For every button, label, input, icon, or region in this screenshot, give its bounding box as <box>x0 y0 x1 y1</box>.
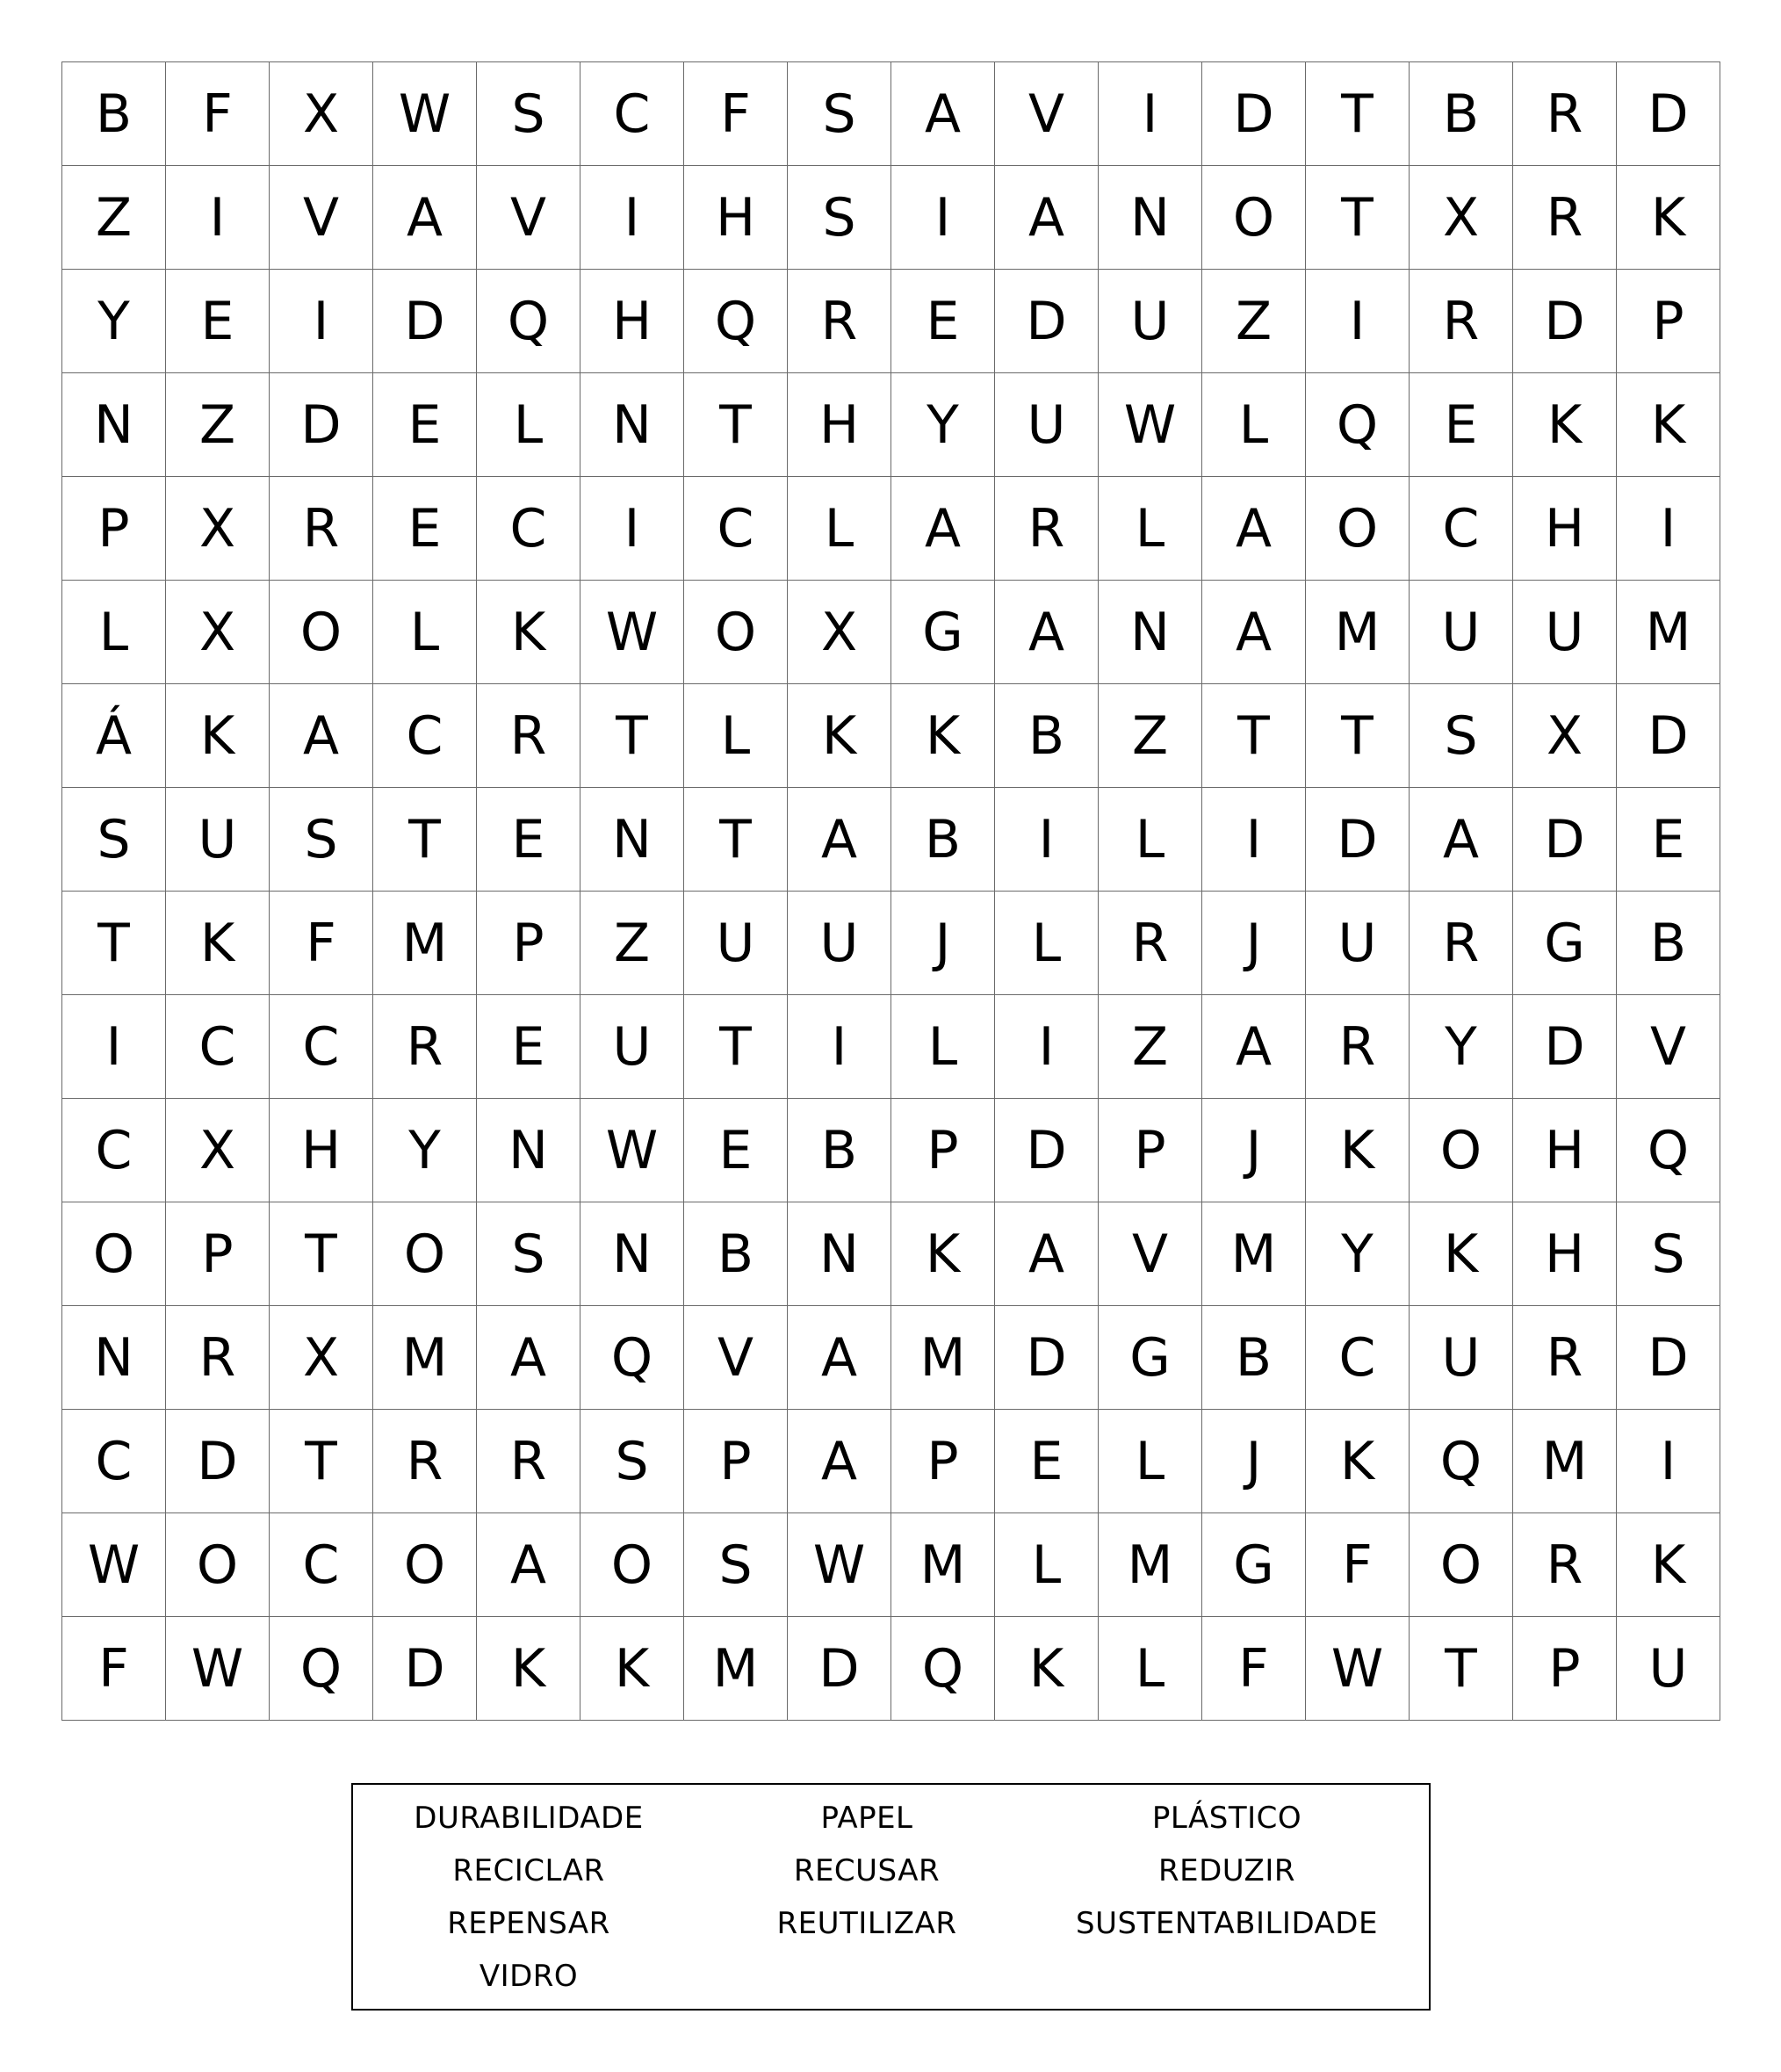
grid-cell[interactable]: F <box>1202 1617 1306 1721</box>
grid-cell[interactable]: R <box>1410 270 1513 373</box>
grid-cell[interactable]: I <box>580 166 684 270</box>
grid-cell[interactable]: I <box>1099 62 1202 166</box>
grid-cell[interactable]: C <box>1306 1306 1410 1410</box>
grid-cell[interactable]: R <box>1513 1306 1617 1410</box>
grid-cell[interactable]: S <box>788 62 891 166</box>
grid-cell[interactable]: R <box>1513 166 1617 270</box>
grid-cell[interactable]: Z <box>1099 995 1202 1099</box>
grid-cell[interactable]: H <box>270 1099 373 1202</box>
grid-cell[interactable]: K <box>1306 1410 1410 1513</box>
grid-cell[interactable]: W <box>62 1513 166 1617</box>
grid-cell[interactable]: C <box>270 995 373 1099</box>
word-list-item: REUTILIZAR <box>776 1906 957 1941</box>
grid-cell[interactable]: O <box>684 581 788 684</box>
grid-cell[interactable]: S <box>62 788 166 892</box>
grid-cell[interactable]: K <box>477 1617 580 1721</box>
grid-cell[interactable]: F <box>166 62 270 166</box>
grid-cell[interactable]: W <box>580 1099 684 1202</box>
grid-cell[interactable]: O <box>1410 1513 1513 1617</box>
word-list-item: VIDRO <box>479 1959 579 1994</box>
grid-cell[interactable]: L <box>477 373 580 477</box>
grid-cell[interactable]: N <box>580 788 684 892</box>
grid-cell[interactable]: E <box>1410 373 1513 477</box>
grid-cell[interactable]: T <box>270 1202 373 1306</box>
word-list-item: DURABILIDADE <box>414 1801 644 1836</box>
grid-cell[interactable]: Y <box>1410 995 1513 1099</box>
grid-cell[interactable]: K <box>1617 166 1720 270</box>
grid-cell[interactable]: Z <box>1099 684 1202 788</box>
grid-cell[interactable]: C <box>270 1513 373 1617</box>
grid-cell[interactable]: S <box>788 166 891 270</box>
grid-cell[interactable]: M <box>891 1306 995 1410</box>
grid-cell[interactable]: L <box>891 995 995 1099</box>
grid-cell[interactable]: F <box>1306 1513 1410 1617</box>
grid-cell[interactable]: A <box>1410 788 1513 892</box>
grid-cell[interactable]: I <box>62 995 166 1099</box>
grid-cell[interactable]: M <box>1513 1410 1617 1513</box>
grid-cell[interactable]: W <box>373 62 477 166</box>
grid-cell[interactable]: L <box>1099 788 1202 892</box>
grid-cell[interactable]: F <box>684 62 788 166</box>
grid-cell[interactable]: O <box>1306 477 1410 581</box>
grid-cell[interactable]: A <box>995 1202 1099 1306</box>
grid-cell[interactable]: A <box>1202 581 1306 684</box>
grid-cell[interactable]: L <box>1099 1410 1202 1513</box>
grid-cell[interactable]: J <box>891 892 995 995</box>
grid-cell[interactable]: B <box>684 1202 788 1306</box>
word-list-box <box>351 1783 1431 2011</box>
grid-cell[interactable]: Y <box>891 373 995 477</box>
grid-cell[interactable]: W <box>1306 1617 1410 1721</box>
grid-cell[interactable]: I <box>166 166 270 270</box>
grid-cell[interactable]: C <box>62 1099 166 1202</box>
grid-cell[interactable]: M <box>1617 581 1720 684</box>
grid-cell[interactable]: I <box>1306 270 1410 373</box>
grid-cell[interactable]: U <box>788 892 891 995</box>
grid-cell[interactable]: P <box>166 1202 270 1306</box>
grid-cell[interactable]: R <box>477 684 580 788</box>
grid-cell[interactable]: Z <box>580 892 684 995</box>
grid-cell[interactable]: Z <box>62 166 166 270</box>
grid-cell[interactable]: P <box>1099 1099 1202 1202</box>
grid-cell[interactable]: E <box>373 373 477 477</box>
grid-cell[interactable]: R <box>1513 1513 1617 1617</box>
grid-cell[interactable]: R <box>995 477 1099 581</box>
grid-cell[interactable]: D <box>270 373 373 477</box>
grid-cell[interactable]: X <box>166 581 270 684</box>
grid-cell[interactable]: R <box>1410 892 1513 995</box>
grid-cell[interactable]: D <box>995 270 1099 373</box>
grid-cell[interactable]: N <box>477 1099 580 1202</box>
grid-cell[interactable]: V <box>270 166 373 270</box>
grid-cell[interactable]: K <box>1306 1099 1410 1202</box>
grid-cell[interactable]: O <box>373 1202 477 1306</box>
grid-cell[interactable]: R <box>788 270 891 373</box>
grid-cell[interactable]: W <box>788 1513 891 1617</box>
grid-cell[interactable]: W <box>166 1617 270 1721</box>
grid-cell[interactable]: Q <box>270 1617 373 1721</box>
grid-cell[interactable]: M <box>1306 581 1410 684</box>
grid-cell[interactable]: E <box>166 270 270 373</box>
grid-cell[interactable]: A <box>270 684 373 788</box>
grid-cell[interactable]: L <box>684 684 788 788</box>
grid-cell[interactable]: B <box>1617 892 1720 995</box>
grid-cell[interactable]: D <box>1513 788 1617 892</box>
grid-cell[interactable]: C <box>477 477 580 581</box>
grid-cell[interactable]: R <box>1306 995 1410 1099</box>
grid-cell[interactable]: M <box>373 892 477 995</box>
grid-cell[interactable]: L <box>62 581 166 684</box>
grid-cell[interactable]: T <box>580 684 684 788</box>
grid-cell[interactable]: T <box>1306 166 1410 270</box>
grid-cell[interactable]: X <box>270 62 373 166</box>
grid-cell[interactable]: B <box>995 684 1099 788</box>
grid-cell[interactable]: I <box>995 995 1099 1099</box>
word-list-item: REDUZIR <box>1157 1853 1296 1888</box>
grid-cell[interactable]: Q <box>1617 1099 1720 1202</box>
word-list-item: PAPEL <box>820 1801 913 1836</box>
grid-cell[interactable]: K <box>166 892 270 995</box>
grid-cell[interactable]: A <box>788 788 891 892</box>
grid-cell[interactable]: D <box>1617 62 1720 166</box>
grid-cell[interactable]: O <box>373 1513 477 1617</box>
grid-cell[interactable]: R <box>477 1410 580 1513</box>
grid-cell[interactable]: D <box>995 1306 1099 1410</box>
grid-cell[interactable]: S <box>270 788 373 892</box>
grid-cell[interactable]: Q <box>1410 1410 1513 1513</box>
grid-cell[interactable]: A <box>788 1410 891 1513</box>
grid-cell[interactable]: O <box>62 1202 166 1306</box>
grid-cell[interactable]: B <box>891 788 995 892</box>
grid-cell[interactable]: A <box>788 1306 891 1410</box>
grid-cell[interactable]: D <box>788 1617 891 1721</box>
grid-cell[interactable]: N <box>580 1202 684 1306</box>
grid-cell[interactable]: L <box>1099 1617 1202 1721</box>
grid-cell[interactable]: S <box>1410 684 1513 788</box>
word-list-item: SUSTENTABILIDADE <box>1076 1906 1378 1941</box>
grid-cell[interactable]: C <box>62 1410 166 1513</box>
grid-cell[interactable]: L <box>788 477 891 581</box>
grid-cell[interactable]: V <box>1617 995 1720 1099</box>
grid-cell[interactable]: A <box>891 477 995 581</box>
grid-cell[interactable]: Q <box>1306 373 1410 477</box>
grid-cell[interactable]: T <box>62 892 166 995</box>
grid-cell[interactable]: X <box>166 477 270 581</box>
grid-cell[interactable]: E <box>684 1099 788 1202</box>
grid-cell[interactable]: U <box>995 373 1099 477</box>
grid-cell[interactable]: I <box>1202 788 1306 892</box>
grid-cell[interactable]: E <box>477 788 580 892</box>
grid-cell[interactable]: V <box>1099 1202 1202 1306</box>
grid-cell[interactable]: C <box>166 995 270 1099</box>
grid-cell[interactable]: D <box>373 270 477 373</box>
grid-cell[interactable]: K <box>891 684 995 788</box>
grid-cell[interactable]: U <box>684 892 788 995</box>
grid-cell[interactable]: K <box>1617 1513 1720 1617</box>
grid-cell[interactable]: K <box>580 1617 684 1721</box>
word-list-item: REPENSAR <box>447 1906 610 1941</box>
grid-cell[interactable]: Y <box>62 270 166 373</box>
grid-cell[interactable]: Q <box>580 1306 684 1410</box>
grid-cell[interactable]: G <box>1513 892 1617 995</box>
grid-cell[interactable]: T <box>1202 684 1306 788</box>
grid-cell[interactable]: H <box>788 373 891 477</box>
grid-cell[interactable]: V <box>684 1306 788 1410</box>
grid-cell[interactable]: G <box>891 581 995 684</box>
grid-cell[interactable]: E <box>995 1410 1099 1513</box>
grid-cell[interactable]: M <box>1099 1513 1202 1617</box>
grid-cell[interactable]: J <box>1202 1099 1306 1202</box>
grid-cell[interactable]: H <box>580 270 684 373</box>
grid-cell[interactable]: D <box>1617 1306 1720 1410</box>
grid-cell[interactable]: K <box>1617 373 1720 477</box>
grid-cell[interactable]: D <box>1513 270 1617 373</box>
grid-cell[interactable]: F <box>62 1617 166 1721</box>
grid-cell[interactable]: K <box>788 684 891 788</box>
grid-cell[interactable]: T <box>373 788 477 892</box>
grid-cell[interactable]: U <box>1306 892 1410 995</box>
grid-cell[interactable]: N <box>62 373 166 477</box>
grid-cell[interactable]: X <box>166 1099 270 1202</box>
grid-cell[interactable]: P <box>1513 1617 1617 1721</box>
grid-cell[interactable]: X <box>1410 166 1513 270</box>
grid-cell[interactable]: O <box>1202 166 1306 270</box>
word-list-item: RECUSAR <box>793 1853 941 1888</box>
grid-cell[interactable]: R <box>1099 892 1202 995</box>
grid-cell[interactable]: D <box>1617 684 1720 788</box>
grid-cell[interactable]: M <box>373 1306 477 1410</box>
word-search-grid <box>61 61 1720 1721</box>
grid-cell[interactable]: A <box>1202 477 1306 581</box>
grid-cell[interactable]: P <box>684 1410 788 1513</box>
grid-cell[interactable]: C <box>580 62 684 166</box>
grid-cell[interactable]: I <box>1617 477 1720 581</box>
grid-cell[interactable]: H <box>684 166 788 270</box>
grid-cell[interactable]: S <box>1617 1202 1720 1306</box>
grid-cell[interactable]: L <box>1099 477 1202 581</box>
grid-cell[interactable]: U <box>1410 581 1513 684</box>
grid-cell[interactable]: O <box>1410 1099 1513 1202</box>
grid-cell[interactable]: D <box>373 1617 477 1721</box>
grid-cell[interactable]: D <box>166 1410 270 1513</box>
grid-cell[interactable]: T <box>684 788 788 892</box>
grid-cell[interactable]: D <box>995 1099 1099 1202</box>
grid-cell[interactable]: L <box>373 581 477 684</box>
grid-cell[interactable]: W <box>1099 373 1202 477</box>
grid-cell[interactable]: L <box>995 892 1099 995</box>
grid-cell[interactable]: M <box>1202 1202 1306 1306</box>
grid-cell[interactable]: P <box>891 1099 995 1202</box>
grid-cell[interactable]: Z <box>1202 270 1306 373</box>
grid-cell[interactable]: I <box>891 166 995 270</box>
grid-cell[interactable]: C <box>373 684 477 788</box>
grid-cell[interactable]: J <box>1202 892 1306 995</box>
grid-cell[interactable]: A <box>995 166 1099 270</box>
grid-cell[interactable]: T <box>1306 62 1410 166</box>
grid-cell[interactable]: K <box>477 581 580 684</box>
grid-cell[interactable]: A <box>995 581 1099 684</box>
grid-cell[interactable]: U <box>580 995 684 1099</box>
grid-cell[interactable]: A <box>891 62 995 166</box>
grid-cell[interactable]: U <box>166 788 270 892</box>
grid-cell[interactable]: Q <box>891 1617 995 1721</box>
grid-cell[interactable]: R <box>373 1410 477 1513</box>
grid-cell[interactable]: X <box>270 1306 373 1410</box>
grid-cell[interactable]: F <box>270 892 373 995</box>
grid-cell[interactable]: U <box>1513 581 1617 684</box>
grid-cell[interactable]: G <box>1099 1306 1202 1410</box>
grid-cell[interactable]: I <box>270 270 373 373</box>
grid-cell[interactable]: Q <box>684 270 788 373</box>
grid-cell[interactable]: I <box>788 995 891 1099</box>
grid-cell[interactable]: B <box>62 62 166 166</box>
grid-cell[interactable]: S <box>580 1410 684 1513</box>
grid-cell[interactable]: I <box>1617 1410 1720 1513</box>
grid-cell[interactable]: Á <box>62 684 166 788</box>
grid-cell[interactable]: N <box>1099 166 1202 270</box>
grid-cell[interactable]: B <box>1202 1306 1306 1410</box>
grid-cell[interactable]: P <box>1617 270 1720 373</box>
grid-cell[interactable]: A <box>1202 995 1306 1099</box>
grid-cell[interactable]: U <box>1099 270 1202 373</box>
grid-cell[interactable]: V <box>477 166 580 270</box>
grid-cell[interactable]: O <box>270 581 373 684</box>
grid-cell[interactable]: L <box>1202 373 1306 477</box>
grid-cell[interactable]: O <box>166 1513 270 1617</box>
grid-cell[interactable]: T <box>1306 684 1410 788</box>
grid-cell[interactable]: D <box>1513 995 1617 1099</box>
grid-cell[interactable]: R <box>270 477 373 581</box>
grid-cell[interactable]: S <box>684 1513 788 1617</box>
grid-cell[interactable]: T <box>1410 1617 1513 1721</box>
grid-cell[interactable]: M <box>684 1617 788 1721</box>
grid-cell[interactable]: L <box>995 1513 1099 1617</box>
grid-cell[interactable]: A <box>477 1306 580 1410</box>
grid-cell[interactable]: T <box>684 995 788 1099</box>
grid-cell[interactable]: Z <box>166 373 270 477</box>
grid-cell[interactable]: C <box>1410 477 1513 581</box>
grid-cell[interactable]: A <box>373 166 477 270</box>
grid-cell[interactable]: R <box>1513 62 1617 166</box>
grid-cell[interactable]: H <box>1513 1099 1617 1202</box>
grid-cell[interactable]: H <box>1513 477 1617 581</box>
word-list-item: RECICLAR <box>452 1853 605 1888</box>
grid-cell[interactable]: B <box>1410 62 1513 166</box>
grid-cell[interactable]: S <box>477 62 580 166</box>
grid-cell[interactable]: K <box>891 1202 995 1306</box>
grid-cell[interactable]: N <box>580 373 684 477</box>
grid-cell[interactable]: M <box>891 1513 995 1617</box>
grid-cell[interactable]: N <box>62 1306 166 1410</box>
grid-cell[interactable]: U <box>1617 1617 1720 1721</box>
grid-cell[interactable]: B <box>788 1099 891 1202</box>
grid-cell[interactable]: P <box>477 892 580 995</box>
grid-cell[interactable]: N <box>788 1202 891 1306</box>
grid-cell[interactable]: A <box>477 1513 580 1617</box>
grid-cell[interactable]: H <box>1513 1202 1617 1306</box>
grid-cell[interactable]: Y <box>1306 1202 1410 1306</box>
grid-cell[interactable]: Y <box>373 1099 477 1202</box>
grid-cell[interactable]: V <box>995 62 1099 166</box>
grid-cell[interactable]: Q <box>477 270 580 373</box>
grid-cell[interactable]: D <box>1202 62 1306 166</box>
grid-cell[interactable]: U <box>1410 1306 1513 1410</box>
grid-cell[interactable]: E <box>891 270 995 373</box>
grid-cell[interactable]: X <box>1513 684 1617 788</box>
grid-cell[interactable]: P <box>62 477 166 581</box>
grid-cell[interactable]: D <box>1306 788 1410 892</box>
grid-cell[interactable]: K <box>995 1617 1099 1721</box>
grid-cell[interactable]: N <box>1099 581 1202 684</box>
grid-cell[interactable]: X <box>788 581 891 684</box>
grid-cell[interactable]: K <box>166 684 270 788</box>
grid-cell[interactable]: E <box>1617 788 1720 892</box>
word-list-item: PLÁSTICO <box>1151 1801 1302 1836</box>
grid-cell[interactable]: E <box>373 477 477 581</box>
grid-cell[interactable]: R <box>373 995 477 1099</box>
grid-cell[interactable]: K <box>1410 1202 1513 1306</box>
grid-cell[interactable]: T <box>270 1410 373 1513</box>
grid-cell[interactable]: E <box>477 995 580 1099</box>
grid-cell[interactable]: I <box>995 788 1099 892</box>
grid-cell[interactable]: G <box>1202 1513 1306 1617</box>
grid-cell[interactable]: I <box>580 477 684 581</box>
grid-cell[interactable]: P <box>891 1410 995 1513</box>
grid-cell[interactable]: S <box>477 1202 580 1306</box>
grid-cell[interactable]: W <box>580 581 684 684</box>
grid-cell[interactable]: C <box>684 477 788 581</box>
grid-cell[interactable]: J <box>1202 1410 1306 1513</box>
grid-cell[interactable]: R <box>166 1306 270 1410</box>
grid-cell[interactable]: K <box>1513 373 1617 477</box>
word-list <box>371 1792 1407 2003</box>
grid-cell[interactable]: O <box>580 1513 684 1617</box>
grid-cell[interactable]: T <box>684 373 788 477</box>
